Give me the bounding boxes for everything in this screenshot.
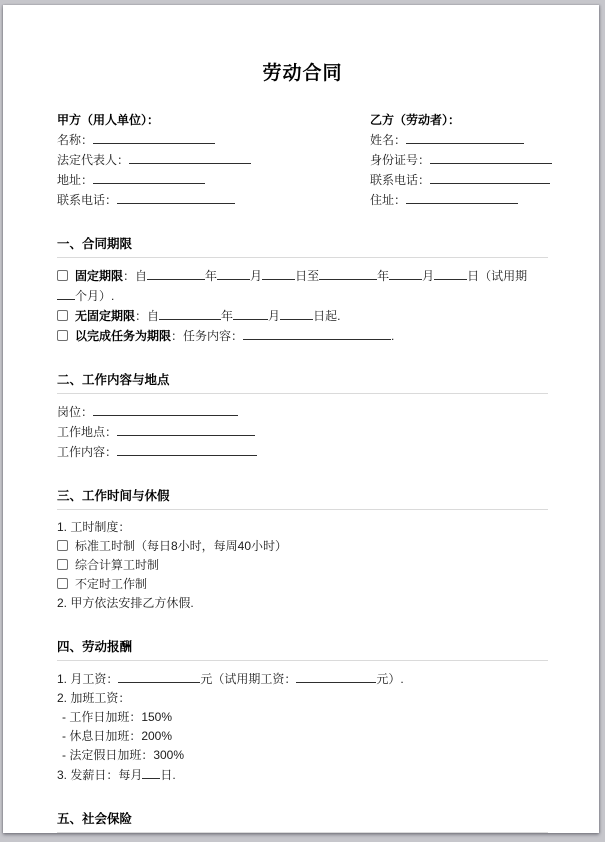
section-heading: 三、工作时间与休假 bbox=[57, 489, 170, 503]
section-body bbox=[57, 266, 548, 346]
field-label: 姓名： bbox=[370, 133, 407, 147]
contract-line bbox=[57, 746, 548, 765]
text-run: 月 bbox=[250, 269, 263, 283]
option-label: 固定期限 bbox=[75, 269, 124, 283]
party-a-block bbox=[57, 111, 370, 210]
blank-field bbox=[142, 765, 160, 779]
contract-line bbox=[57, 422, 548, 442]
text-run: 日至 bbox=[295, 269, 320, 283]
section-divider bbox=[57, 832, 548, 833]
section-social-insurance bbox=[57, 811, 548, 833]
party-field-row bbox=[370, 130, 552, 150]
text-run: 工作内容： bbox=[57, 445, 118, 459]
contract-line bbox=[57, 402, 548, 422]
text-run: 日起. bbox=[313, 309, 341, 323]
blank-field bbox=[389, 266, 422, 280]
blank-field bbox=[406, 190, 518, 204]
text-run: 日. bbox=[160, 768, 176, 782]
section-heading: 五、社会保险 bbox=[57, 812, 133, 826]
blank-field bbox=[243, 326, 391, 340]
text-run: . bbox=[391, 329, 395, 343]
contract-line bbox=[57, 689, 548, 708]
party-field-row bbox=[370, 170, 552, 190]
section-work-content bbox=[57, 372, 548, 462]
text-run: 日（试用期 bbox=[467, 269, 528, 283]
blank-field bbox=[296, 669, 376, 683]
option-checkbox[interactable] bbox=[57, 540, 68, 551]
field-label: 住址： bbox=[370, 193, 407, 207]
party-field-row bbox=[57, 130, 370, 150]
option-checkbox[interactable] bbox=[57, 578, 68, 589]
blank-field bbox=[319, 266, 377, 280]
contract-sections bbox=[57, 236, 548, 833]
blank-field bbox=[430, 150, 552, 164]
text-run: 1. 月工资： bbox=[57, 672, 119, 686]
text-run: 个月）. bbox=[75, 289, 115, 303]
field-label: 名称： bbox=[57, 133, 94, 147]
contract-line bbox=[57, 442, 548, 462]
blank-field bbox=[93, 402, 238, 416]
section-working-hours bbox=[57, 488, 548, 613]
section-body bbox=[57, 402, 548, 462]
blank-field bbox=[262, 266, 295, 280]
option-checkbox[interactable] bbox=[57, 270, 68, 281]
party-a-heading: 甲方（用人单位）： bbox=[57, 113, 160, 127]
party-b-block bbox=[370, 111, 552, 210]
contract-line bbox=[57, 556, 548, 575]
blank-field bbox=[117, 422, 255, 436]
field-label: 法定代表人： bbox=[57, 153, 130, 167]
section-heading: 二、工作内容与地点 bbox=[57, 373, 170, 387]
section-heading: 四、劳动报酬 bbox=[57, 640, 133, 654]
field-label: 联系电话： bbox=[370, 173, 431, 187]
section-remuneration bbox=[57, 639, 548, 785]
option-checkbox[interactable] bbox=[57, 310, 68, 321]
contract-line bbox=[57, 575, 548, 594]
contract-line bbox=[57, 765, 548, 785]
text-run: 元）. bbox=[376, 672, 404, 686]
contract-line bbox=[57, 306, 548, 326]
text-run: ：自 bbox=[123, 269, 148, 283]
blank-field bbox=[57, 286, 75, 300]
contract-line bbox=[57, 669, 548, 689]
contract-line bbox=[57, 266, 548, 306]
section-heading: 一、合同期限 bbox=[57, 237, 133, 251]
text-run: 2. 加班工资： bbox=[57, 691, 131, 705]
text-run: - 休息日加班：200% bbox=[62, 729, 173, 743]
party-a-rows bbox=[57, 130, 370, 210]
text-run: 年 bbox=[377, 269, 390, 283]
blank-field bbox=[159, 306, 221, 320]
field-label: 身份证号： bbox=[370, 153, 431, 167]
section-contract-term bbox=[57, 236, 548, 346]
blank-field bbox=[118, 669, 200, 683]
party-field-row bbox=[57, 190, 370, 210]
blank-field bbox=[93, 170, 205, 184]
text-run: 月 bbox=[268, 309, 281, 323]
section-divider bbox=[57, 509, 548, 510]
field-label: 联系电话： bbox=[57, 193, 118, 207]
text-run: ：自 bbox=[135, 309, 160, 323]
contract-page bbox=[3, 5, 599, 833]
text-run: - 法定假日加班：300% bbox=[62, 748, 185, 762]
text-run: 工作地点： bbox=[57, 425, 118, 439]
blank-field bbox=[406, 130, 524, 144]
section-body bbox=[57, 669, 548, 785]
contract-line bbox=[57, 518, 548, 537]
text-run: 3. 发薪日：每月 bbox=[57, 768, 143, 782]
option-label: 无固定期限 bbox=[75, 309, 136, 323]
contract-line bbox=[57, 594, 548, 613]
option-checkbox[interactable] bbox=[57, 330, 68, 341]
text-run: - 工作日加班：150% bbox=[62, 710, 173, 724]
blank-field bbox=[129, 150, 251, 164]
party-b-heading: 乙方（劳动者）： bbox=[370, 113, 461, 127]
blank-field bbox=[147, 266, 205, 280]
option-checkbox[interactable] bbox=[57, 559, 68, 570]
blank-field bbox=[430, 170, 550, 184]
text-run: 岗位： bbox=[57, 405, 94, 419]
document-title: 劳动合同 bbox=[262, 63, 343, 84]
contract-line bbox=[57, 727, 548, 746]
contract-line bbox=[57, 537, 548, 556]
field-label: 地址： bbox=[57, 173, 94, 187]
text-run: 元（试用期工资： bbox=[200, 672, 297, 686]
party-b-rows bbox=[370, 130, 552, 210]
blank-field bbox=[93, 130, 215, 144]
blank-field bbox=[233, 306, 268, 320]
blank-field bbox=[434, 266, 467, 280]
text-run: 标准工时制（每日8小时，每周40小时） bbox=[75, 539, 288, 553]
party-field-row bbox=[57, 150, 370, 170]
contract-line bbox=[57, 708, 548, 727]
text-run: 年 bbox=[205, 269, 218, 283]
blank-field bbox=[117, 190, 235, 204]
parties-section bbox=[57, 111, 548, 210]
text-run: 年 bbox=[221, 309, 234, 323]
party-field-row bbox=[370, 150, 552, 170]
option-label: 以完成任务为期限 bbox=[75, 329, 172, 343]
section-body bbox=[57, 518, 548, 613]
section-divider bbox=[57, 393, 548, 394]
blank-field bbox=[280, 306, 313, 320]
text-run: 月 bbox=[422, 269, 435, 283]
party-field-row bbox=[57, 170, 370, 190]
text-run: 1. 工时制度： bbox=[57, 520, 131, 534]
section-divider bbox=[57, 257, 548, 258]
party-field-row bbox=[370, 190, 552, 210]
text-run: 不定时工作制 bbox=[75, 577, 148, 591]
blank-field bbox=[217, 266, 250, 280]
contract-line bbox=[57, 326, 548, 346]
text-run: 综合计算工时制 bbox=[75, 558, 160, 572]
blank-field bbox=[117, 442, 257, 456]
text-run: ：任务内容： bbox=[171, 329, 244, 343]
text-run: 2. 甲方依法安排乙方休假. bbox=[57, 596, 194, 610]
section-divider bbox=[57, 660, 548, 661]
